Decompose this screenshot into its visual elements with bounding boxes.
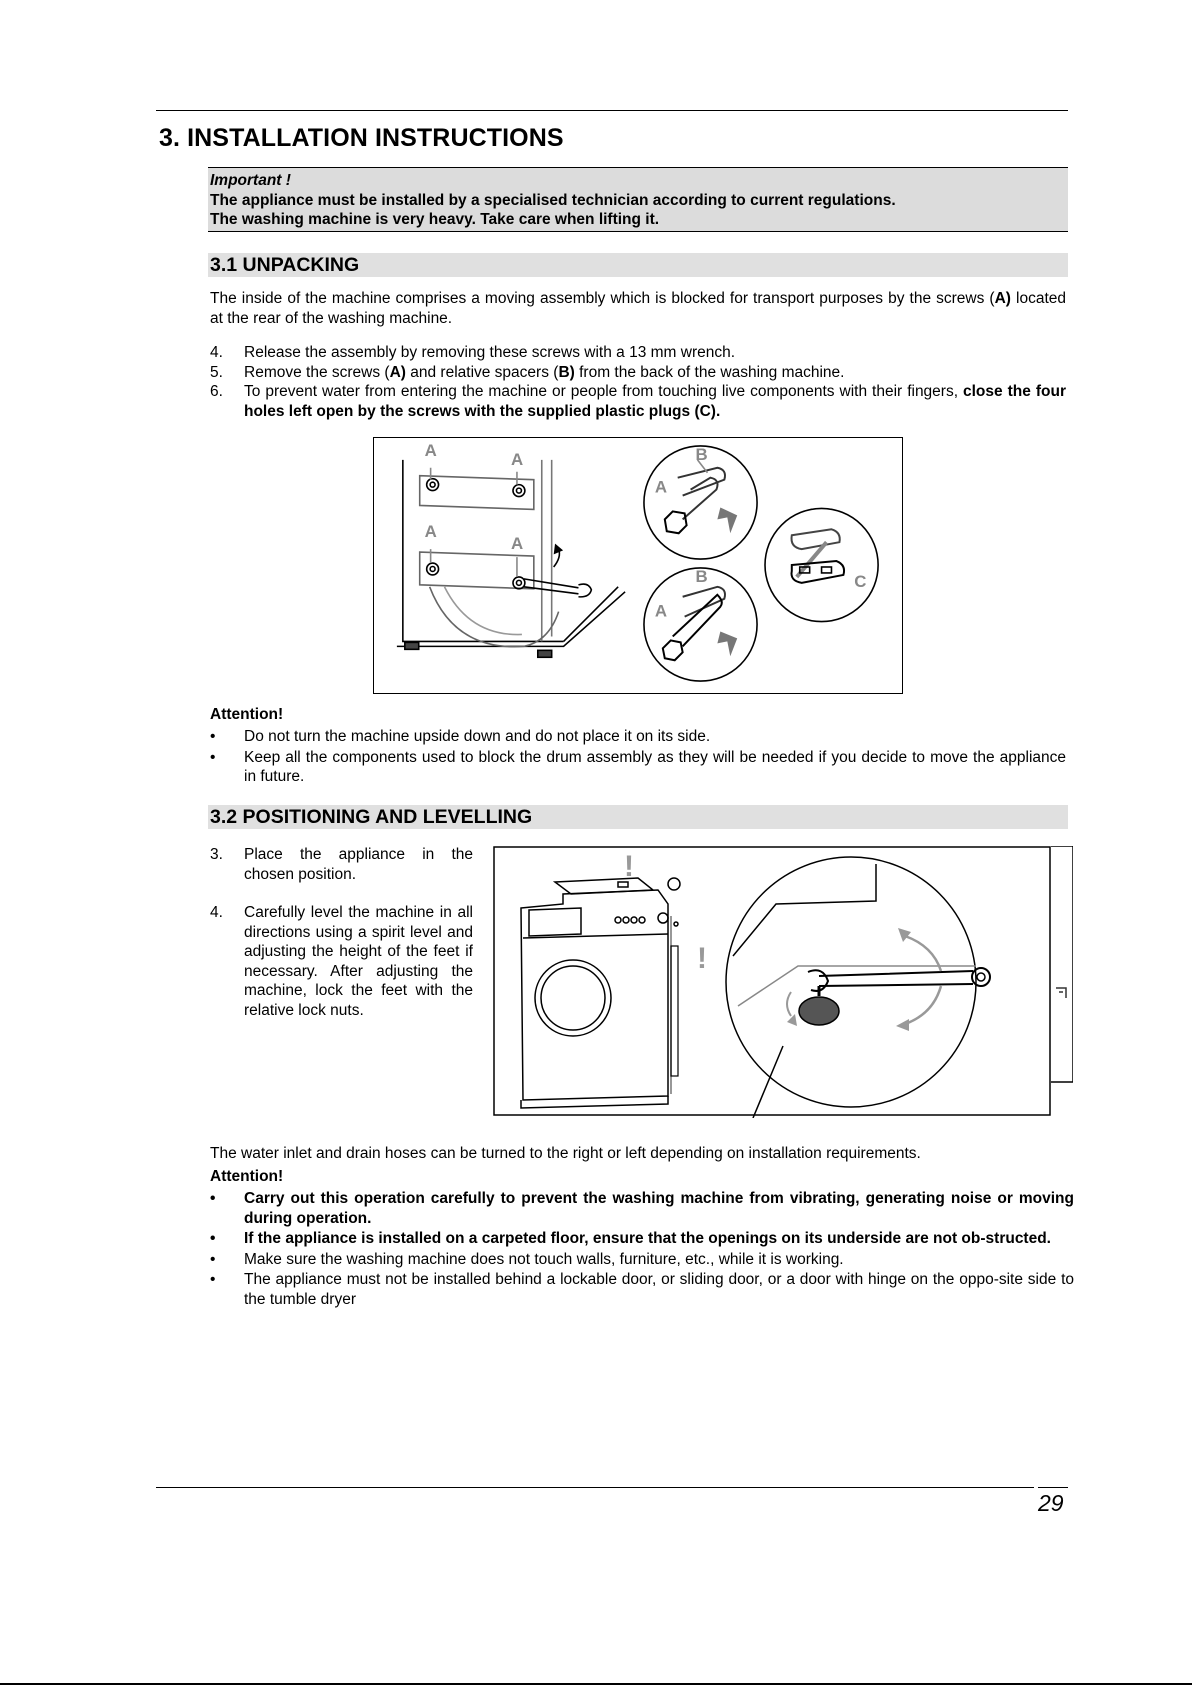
list-item: • The appliance must not be installed behind a lockable door, or sliding door, or a door with hinge on the oppo-site side to the tumble dryer [210,1271,1074,1308]
important-label: Important ! [210,172,291,189]
list-item: 4. Carefully level the machine in all directions using a spirit level and adjusting the height of the feet if necessary. After adjusting the machine, lock the feet with the relative lock nuts. [210,904,473,1019]
list-item: • Keep all the components used to block the drum assembly as they will be needed if you decide to move the appliance in future. [210,748,1066,785]
unpacking-steps [210,343,1066,421]
list-item: • If the appliance is installed on a carpeted floor, ensure that the openings on its underside are not ob-structed. [210,1230,1051,1247]
figure-label-a: A [654,477,668,497]
hoses-text: The water inlet and drain hoses can be turned to the right or left depending on installation requirements. [210,1145,921,1162]
warning-mark: ! [697,942,707,975]
top-rule [156,110,1068,111]
important-line-1: The appliance must be installed by a specialised technician according to current regulations. [210,191,896,209]
figure-label-c: C [854,571,867,591]
attention-list [210,1189,1074,1310]
figure-label-a: A [510,449,524,469]
list-item: • Make sure the washing machine does not touch walls, furniture, etc., while it is working. [210,1250,844,1268]
important-line-2: The washing machine is very heavy. Take care when lifting it. [210,211,660,228]
warning-mark: ! [624,850,634,883]
figure-label-b: B [695,566,708,586]
list-item: 3. Place the appliance in the chosen position. [210,846,473,883]
figure-label-a: A [424,522,437,542]
figure-label-a: A [424,440,437,460]
list-item: 4. Release the assembly by removing these screws with a 13 mm wrench. [210,344,736,361]
list-item: 6. To prevent water from entering the machine or people from touching live components with their fingers, close the four holes left open by the screws with the supplied plastic plugs (C). [210,383,1066,420]
unpacking-intro: The inside of the machine comprises a moving assembly which is blocked for transport purposes by the screws (A) located at the rear of the washing machine. [210,290,1066,327]
figure-label-a: A [510,534,524,554]
list-item: • Do not turn the machine upside down and do not place it on its side. [210,728,711,745]
list-item: 5. Remove the screws (A) and relative spacers (B) from the back of the washing machine. [210,363,845,381]
page-number: 29 [1038,1490,1064,1516]
attention-list [210,727,1066,788]
attention-title: Attention! [210,706,284,723]
attention-title: Attention! [210,1168,284,1185]
transport-screws-illustration [373,437,903,694]
chapter-title: 3. INSTALLATION INSTRUCTIONS [159,124,564,152]
list-item: • Carry out this operation carefully to prevent the washing machine from vibrating, generating noise or moving during operation. [210,1190,1074,1227]
important-notice [208,167,1068,232]
levelling-illustration [493,846,1073,1118]
figure-label-b: B [695,444,708,464]
footer-rule [1038,1487,1068,1488]
positioning-steps [210,845,473,1039]
section-header-positioning: 3.2 POSITIONING AND LEVELLING [208,805,1068,829]
footer-rule [156,1487,1034,1488]
figure-label-a: A [654,601,668,621]
section-header-unpacking: 3.1 UNPACKING [208,253,1068,277]
